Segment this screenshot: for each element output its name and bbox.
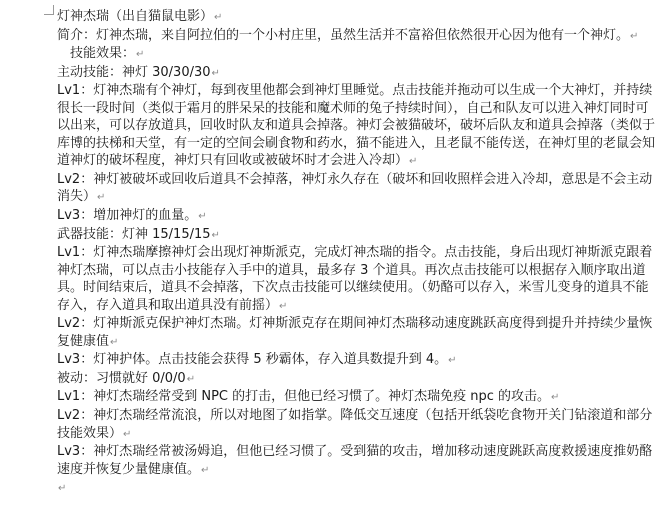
weapon-skill-lv2: Lv2：灯神斯派克保护神灯杰瑞。灯神斯派克存在期间神灯杰瑞移动速度跳跃高度得到提升并持续少量恢复健康值 ↵ [57,315,657,351]
page-corner-marker [44,5,54,15]
paragraph-mark-icon [201,465,209,476]
paragraph-mark-icon [214,12,222,23]
passive-skill-lv3: Lv3：神灯杰瑞经常被汤姆追，但他已经习惯了。受到猫的攻击，增加移动速度跳跃高度救援速度推奶酪速度并恢复少量健康值。 ↵ [57,443,657,479]
paragraph-mark-icon [630,31,638,42]
main-skill-lv1: Lv1：灯神杰瑞有个神灯，每到夜里他都会到神灯里睡觉。点击技能并拖动可以生成一个大神灯，并持续很长一段时间（类似于霜月的胖呆呆的技能和魔术师的兔子持续时间），自己和队友可以进入神灯同时可以出来，可以存放道具，回收时队友和道具会掉落。神灯会被猫破坏，破坏后队友和道具会掉落（类似于库博的扶梯和天堂，有一定的空间会刷食物和药水，猫不能进入，且老鼠不能传送，在神灯里的老鼠会知道神灯的破坏程度，神灯只有回收或被破坏时才会进入冷却） ↵ [57,82,657,171]
main-skill-lv2: Lv2：神灯被破坏或回收后道具不会掉落，神灯永久存在（破坏和回收照样会进入冷却，意思是不会主动消失） ↵ [57,171,657,207]
main-skill-lv3: Lv3：增加神灯的血量。 ↵ [57,207,657,226]
paragraph-mark-icon [136,49,144,60]
intro-paragraph: 简介：灯神杰瑞，来自阿拉伯的一个小村庄里，虽然生活并不富裕但依然很开心因为他有一个神灯。 ↵ [57,27,657,46]
paragraph-mark-icon [448,355,456,366]
passive-skill-heading: 被动：习惯就好 0/0/0 ↵ [57,370,657,389]
weapon-skill-lv3: Lv3：灯神护体。点击技能会获得 5 秒霸体，存入道具数提升到 4。 ↵ [57,351,657,370]
doc-title: 灯神杰瑞（出自猫鼠电影） ↵ [57,0,657,27]
paragraph-mark-icon [110,337,118,348]
document-body[interactable] [57,0,657,498]
passive-skill-lv2: Lv2：神灯杰瑞经常流浪，所以对地图了如指掌。降低交互速度（包括开纸袋吃食物开关门钻滚道和部分技能效果） ↵ [57,407,657,443]
passive-skill-lv1: Lv1：神灯杰瑞经常受到 NPC 的打击，但他已经习惯了。神灯杰瑞免疫 npc 的攻击。 ↵ [57,388,657,407]
paragraph-mark-icon [409,156,417,167]
skill-effect-heading: 技能效果： ↵ [57,45,657,64]
paragraph-mark-icon [187,374,195,385]
paragraph-mark-icon [212,230,220,241]
paragraph-mark-icon [279,301,287,312]
empty-paragraph [57,479,657,498]
paragraph-mark-icon [58,483,66,494]
weapon-skill-heading: 武器技能：灯神 15/15/15 ↵ [57,226,657,245]
paragraph-mark-icon [198,211,206,222]
weapon-skill-lv1: Lv1：灯神杰瑞摩擦神灯会出现灯神斯派克，完成灯神杰瑞的指令。点击技能，身后出现灯神斯派克跟着神灯杰瑞，可以点击小技能存入手中的道具，最多存 3 个道具。再次点击技能可以根据存入顺序取出道具。时间结束后，道具不会掉落，下次点击技能可以继续使用。（奶酪可以存入，米雪儿变身的道具不能存入，存入道具和取出道具没有前摇） ↵ [57,244,657,315]
paragraph-mark-icon [97,192,105,203]
paragraph-mark-icon [551,392,559,403]
main-skill-heading: 主动技能：神灯 30/30/30 ↵ [57,64,657,83]
paragraph-mark-icon [123,429,131,440]
paragraph-mark-icon [212,68,220,79]
